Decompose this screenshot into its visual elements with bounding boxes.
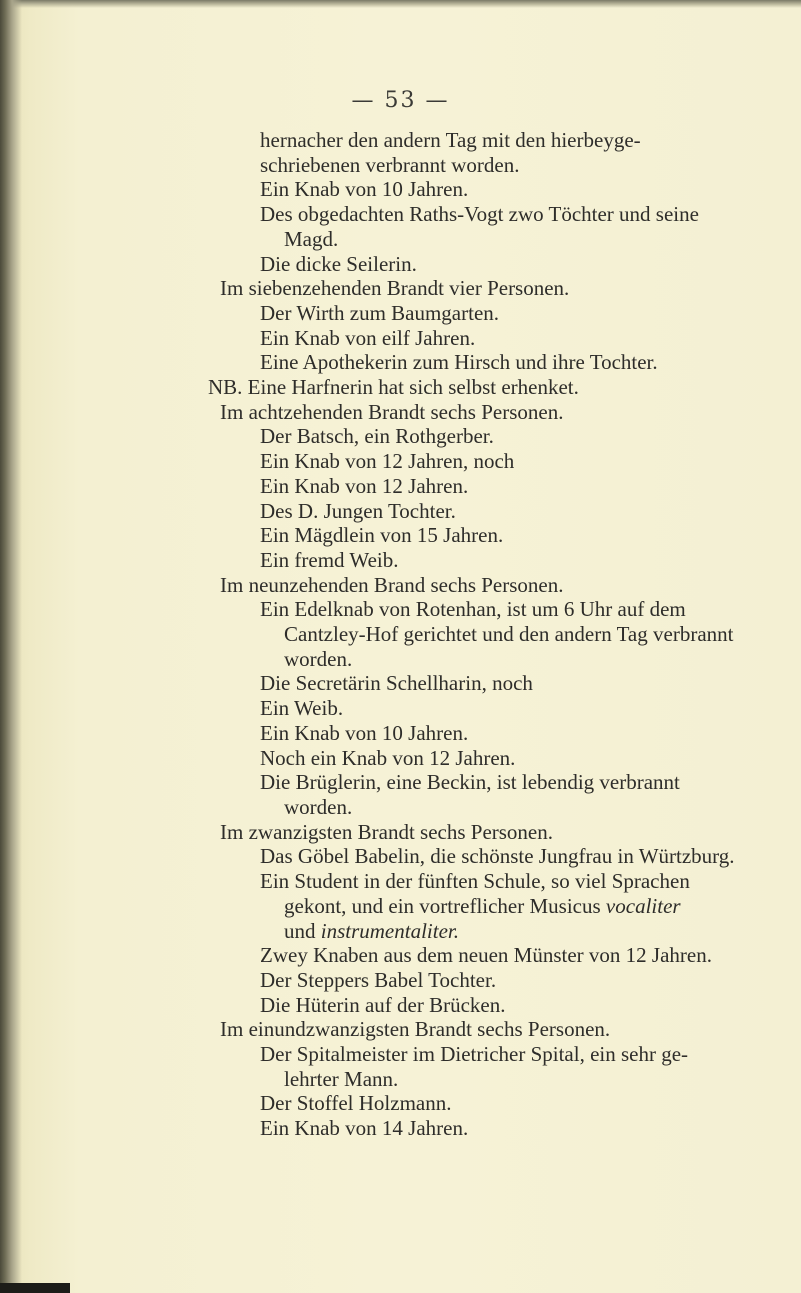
line-text: Der Batsch, ein Rothgerber. <box>260 424 494 449</box>
section-heading-line <box>220 276 780 301</box>
text-line <box>220 202 780 227</box>
text-line <box>220 1042 780 1067</box>
page-gutter-shadow <box>0 0 22 1293</box>
line-text: Ein Mägdlein von 15 Jahren. <box>260 523 504 548</box>
text-line <box>220 770 780 795</box>
text-line <box>220 548 780 573</box>
line-text: Die Hüterin auf der Brücken. <box>260 992 506 1017</box>
section-heading-line <box>220 1017 780 1042</box>
section-heading-line <box>220 820 780 845</box>
line-text: Ein fremd Weib. <box>260 547 399 572</box>
page-top-edge <box>0 0 801 8</box>
text-line <box>208 375 780 400</box>
line-text: Noch ein Knab von 12 Jahren. <box>260 745 516 770</box>
line-text: und <box>284 918 316 943</box>
section-heading-line <box>220 573 780 598</box>
line-text: Im siebenzehenden Brandt vier Personen. <box>220 276 570 301</box>
text-line <box>220 869 780 894</box>
text-line <box>220 968 780 993</box>
line-text: worden. <box>284 646 353 671</box>
line-text: Ein Knab von 12 Jahren, noch <box>260 449 515 474</box>
text-line <box>220 1091 780 1116</box>
line-text: Ein Knab von 10 Jahren. <box>260 177 469 202</box>
line-text: Der Wirth zum Baumgarten. <box>260 300 500 325</box>
italic-term: vocaliter <box>605 893 681 918</box>
line-text: gekont, und ein vortreflicher Musicus <box>284 893 601 918</box>
line-text: Im zwanzigsten Brandt sechs Personen. <box>220 819 553 844</box>
line-text: Die Secretärin Schellharin, noch <box>260 671 533 696</box>
line-text: Ein Knab von 14 Jahren. <box>260 1116 469 1141</box>
line-text: Des D. Jungen Tochter. <box>260 498 456 523</box>
text-line <box>220 326 780 351</box>
line-text: Ein Knab von eilf Jahren. <box>260 325 476 350</box>
text-line <box>220 647 780 672</box>
text-line <box>220 844 780 869</box>
italic-term: instrumentaliter. <box>320 918 460 943</box>
text-line <box>220 474 780 499</box>
text-line <box>220 1116 780 1141</box>
line-text: Cantzley-Hof gerichtet und den andern Tag verbrannt <box>284 622 734 647</box>
text-line <box>220 449 780 474</box>
text-line <box>220 424 780 449</box>
line-text: Das Göbel Babelin, die schönste Jungfrau in Würtzburg. <box>260 844 735 869</box>
line-text: schriebenen verbrannt worden. <box>260 152 520 177</box>
text-line <box>220 227 780 252</box>
text-line <box>220 499 780 524</box>
line-text: Des obgedachten Raths-Vogt zwo Töchter und seine <box>260 202 699 227</box>
line-text: Ein Weib. <box>260 696 344 721</box>
line-text: Der Stoffel Holzmann. <box>260 1091 452 1116</box>
text-line <box>220 671 780 696</box>
text-line <box>220 1067 780 1092</box>
text-line <box>220 943 780 968</box>
page-bottom-edge <box>0 1283 70 1293</box>
line-text: Der Spitalmeister im Dietricher Spital, ein sehr ge- <box>260 1042 689 1067</box>
text-line <box>220 350 780 375</box>
text-line <box>220 153 780 178</box>
text-line <box>220 128 780 153</box>
line-text: Im einundzwanzigsten Brandt sechs Personen. <box>220 1017 611 1042</box>
page-text-block <box>208 128 780 1141</box>
line-text: Ein Knab von 10 Jahren. <box>260 720 469 745</box>
line-text: Die dicke Seilerin. <box>260 251 417 276</box>
line-text: Magd. <box>284 226 339 251</box>
section-heading-line <box>220 400 780 425</box>
line-text: Ein Student in der fünften Schule, so viel Sprachen <box>260 869 690 894</box>
text-line <box>220 597 780 622</box>
text-line <box>220 523 780 548</box>
line-text: Ein Edelknab von Rotenhan, ist um 6 Uhr auf dem <box>260 597 686 622</box>
text-line <box>220 919 780 944</box>
text-line <box>220 252 780 277</box>
text-line <box>220 622 780 647</box>
line-text: Der Steppers Babel Tochter. <box>260 967 497 992</box>
text-line <box>220 993 780 1018</box>
line-text: hernacher den andern Tag mit den hierbeyge- <box>260 128 641 152</box>
page-number: — 53 — <box>351 88 450 113</box>
line-text: Im neunzehenden Brand sechs Personen. <box>220 572 564 597</box>
line-text: NB. Eine Harfnerin hat sich selbst erhenket. <box>208 375 579 400</box>
text-line <box>220 177 780 202</box>
line-text: Die Brüglerin, eine Beckin, ist lebendig verbrannt <box>260 770 680 795</box>
text-line <box>220 301 780 326</box>
text-line <box>220 721 780 746</box>
line-text: Im achtzehenden Brandt sechs Personen. <box>220 399 564 424</box>
text-line <box>220 795 780 820</box>
line-text: lehrter Mann. <box>284 1066 399 1091</box>
text-line <box>220 746 780 771</box>
line-text: Zwey Knaben aus dem neuen Münster von 12 Jahren. <box>260 943 712 968</box>
line-text: worden. <box>284 794 353 819</box>
text-line <box>220 696 780 721</box>
text-line <box>220 894 780 919</box>
line-text: Eine Apothekerin zum Hirsch und ihre Tochter. <box>260 350 658 375</box>
line-text: Ein Knab von 12 Jahren. <box>260 473 469 498</box>
